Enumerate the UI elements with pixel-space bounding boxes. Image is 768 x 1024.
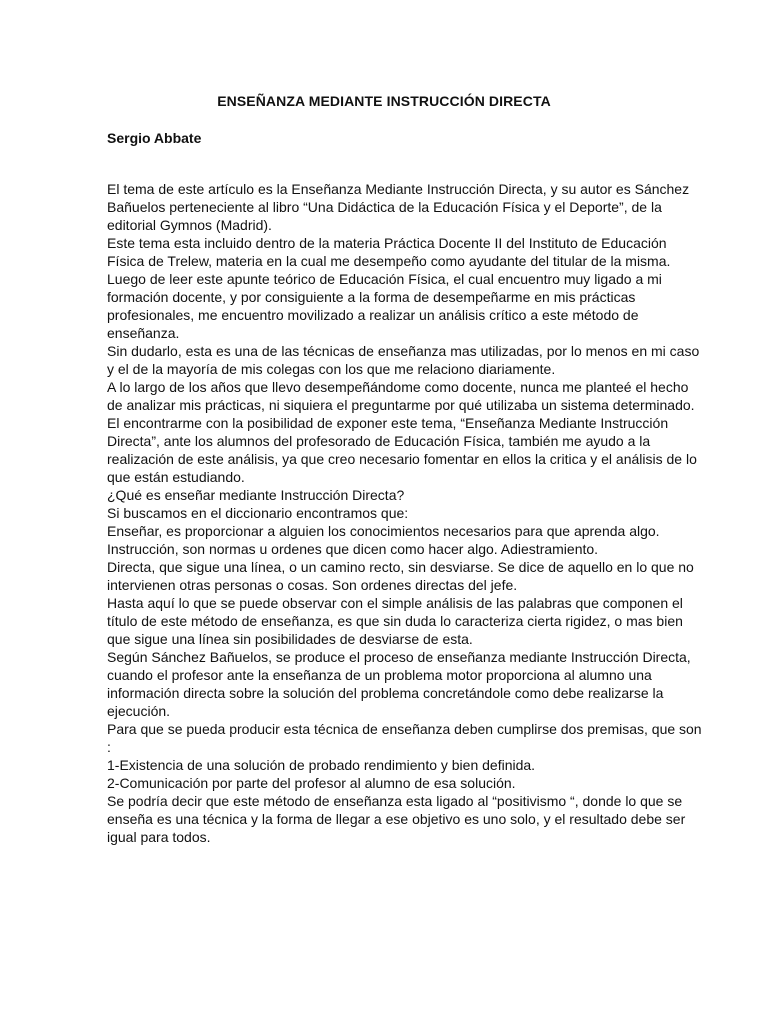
paragraph: Hasta aquí lo que se puede observar con el simple análisis de las palabras que componen el título de este método de enseñanza, es que sin duda lo caracteriza cierta rigidez, o mas bien que sigue una línea sin posibilidades de desviarse de esta. [107,595,683,647]
paragraph: El encontrarme con la posibilidad de exponer este tema, “Enseñanza Mediante Instrucción Directa”, ante los alumnos del profesorado de Educación Física, también me ayudo a la realización de este análisis, ya que creo necesario fomentar en ellos la critica y el análisis de lo que están estudiando. [107,415,697,485]
document-body [107,180,703,846]
paragraph: El tema de este artículo es la Enseñanza Mediante Instrucción Directa, y su autor es Sánchez Bañuelos perteneciente al libro “Una Didáctica de la Educación Física y el Deporte”, de la editorial Gymnos (Madrid). [107,181,690,233]
paragraph: Si buscamos en el diccionario encontramos que: [107,505,409,521]
paragraph: Directa, que sigue una línea, o un camino recto, sin desviarse. Se dice de aquello en lo que no intervienen otras personas o cosas. Son ordenes directas del jefe. [107,559,694,593]
paragraph: 1-Existencia de una solución de probado rendimiento y bien definida. [107,757,536,773]
paragraph: Sin dudarlo, esta es una de las técnicas de enseñanza mas utilizadas, por lo menos en mi caso y el de la mayoría de mis colegas con los que me relaciono diariamente. [107,343,700,377]
paragraph: Se podría decir que este método de enseñanza esta ligado al “positivismo “, donde lo que se enseña es una técnica y la forma de llegar a ese objetivo es uno solo, y el resultado debe ser igual para todos. [107,793,686,845]
paragraph: 2-Comunicación por parte del profesor al alumno de esa solución. [107,775,516,791]
paragraph: Enseñar, es proporcionar a alguien los conocimientos necesarios para que aprenda algo. [107,523,660,539]
paragraph: Este tema esta incluido dentro de la materia Práctica Docente II del Instituto de Educación Física de Trelew, materia en la cual me desempeño como ayudante del titular de la misma. [107,235,671,269]
paragraph: ¿Qué es enseñar mediante Instrucción Directa? [107,487,405,503]
paragraph: Luego de leer este apunte teórico de Educación Física, el cual encuentro muy ligado a mi formación docente, y por consiguiente a la forma de desempeñarme en mis prácticas profesionales, me encuentro movilizado a realizar un análisis crítico a este método de enseñanza. [107,271,662,341]
document-author: Sergio Abbate [107,130,202,146]
paragraph: Para que se pueda producir esta técnica de enseñanza deben cumplirse dos premisas, que son : [107,721,702,755]
paragraph: Según Sánchez Bañuelos, se produce el proceso de enseñanza mediante Instrucción Directa, cuando el profesor ante la enseñanza de un problema motor proporciona al alumno una información directa sobre la solución del problema concretándole como debe realizarse la ejecución. [107,649,691,719]
document-title: ENSEÑANZA MEDIANTE INSTRUCCIÓN DIRECTA [217,93,551,109]
paragraph: Instrucción, son normas u ordenes que dicen como hacer algo. Adiestramiento. [107,541,599,557]
paragraph: A lo largo de los años que llevo desempeñándome como docente, nunca me planteé el hecho de analizar mis prácticas, ni siquiera el preguntarme por qué utilizaba un sistema determinado. [107,379,695,413]
